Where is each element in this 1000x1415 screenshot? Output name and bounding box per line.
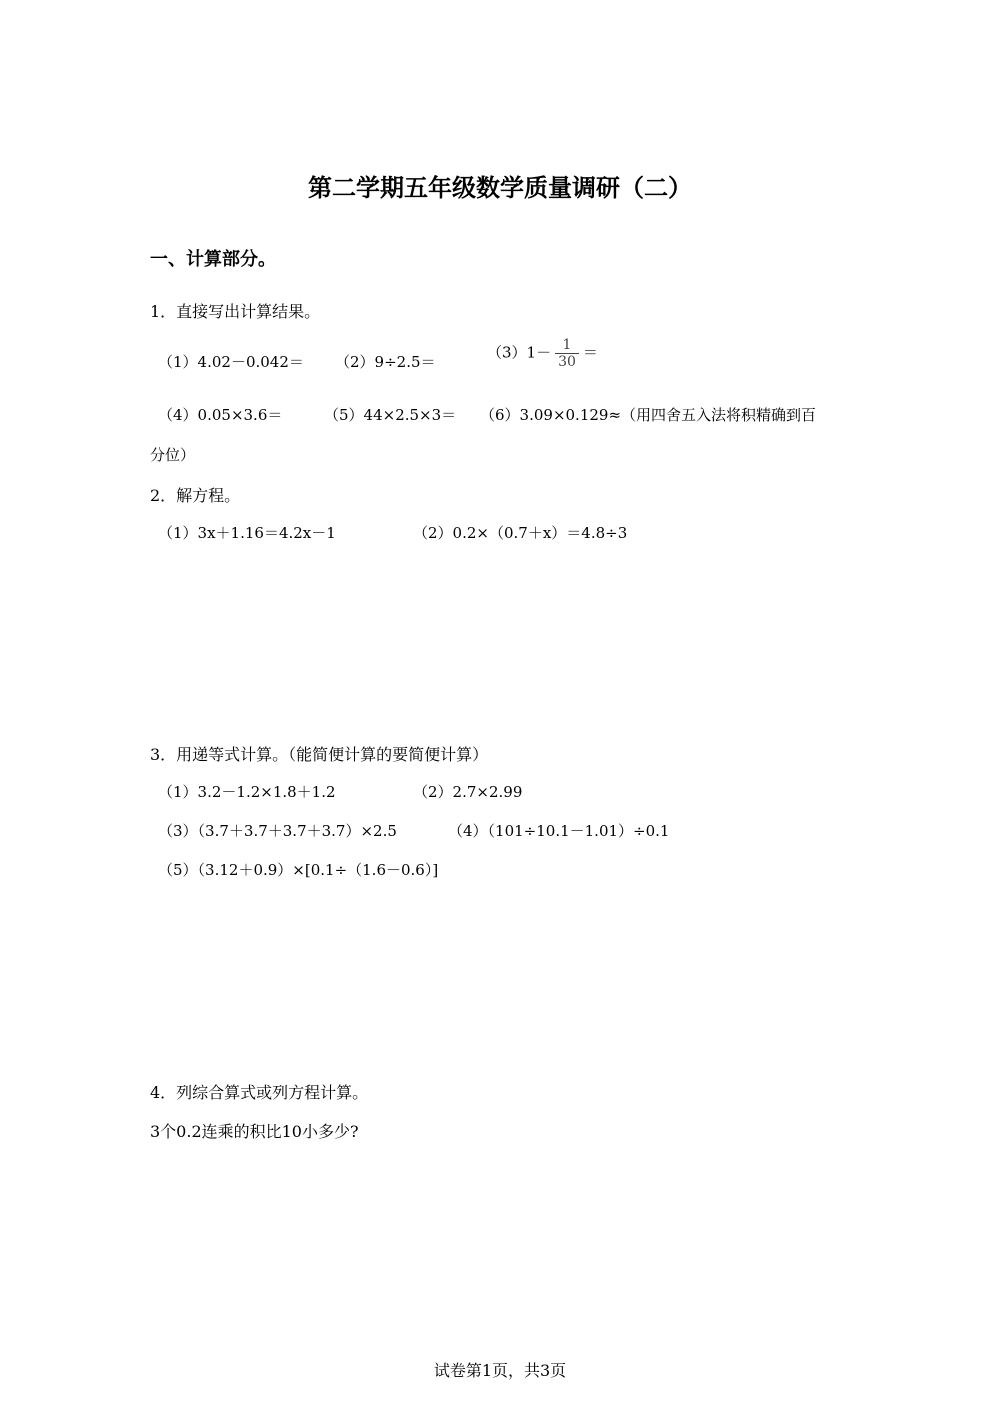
q1-item-4: （4）0.05×3.6＝ xyxy=(158,406,283,424)
q1-item-1: （1）4.02－0.042＝ xyxy=(158,353,304,371)
q1-item-6-continuation: 分位） xyxy=(150,446,196,464)
page-footer: 试卷第1页，共3页 xyxy=(433,1361,567,1380)
question-4-label: 4．列综合算式或列方程计算。 xyxy=(150,1083,369,1102)
question-2-label: 2．解方程。 xyxy=(150,486,241,505)
fraction xyxy=(555,337,579,370)
q3-item-3: （3）（3.7＋3.7＋3.7＋3.7）×2.5 xyxy=(158,822,397,840)
q1-item-5: （5）44×2.5×3＝ xyxy=(324,406,457,424)
q3-item-2: （2）2.7×2.99 xyxy=(413,783,523,801)
q3-item-1: （1）3.2－1.2×1.8＋1.2 xyxy=(158,783,336,801)
question-4-text: 3个0.2连乘的积比10小多少? xyxy=(150,1122,359,1141)
q1-item-3-suffix: ＝ xyxy=(582,343,598,362)
q1-item-3-prefix: （3）1－ xyxy=(487,343,552,362)
q3-item-5: （5）（3.12＋0.9）×[0.1÷（1.6－0.6）] xyxy=(158,861,439,879)
question-1-label: 1．直接写出计算结果。 xyxy=(150,302,321,321)
q1-item-3 xyxy=(487,337,598,370)
page-title: 第二学期五年级数学质量调研（二） xyxy=(308,174,692,202)
question-3-label: 3．用递等式计算。（能简便计算的要简便计算） xyxy=(150,745,489,764)
section-heading: 一、计算部分。 xyxy=(150,249,276,270)
fraction-numerator: 1 xyxy=(562,337,572,353)
q1-item-2: （2）9÷2.5＝ xyxy=(335,353,436,371)
q2-item-1: （1）3x＋1.16＝4.2x－1 xyxy=(158,524,336,542)
q3-item-4: （4）（101÷10.1－1.01）÷0.1 xyxy=(448,822,670,840)
q1-item-6: （6）3.09×0.129≈（用四舍五入法将积精确到百 xyxy=(480,406,817,424)
fraction-denominator: 30 xyxy=(558,354,576,371)
q2-item-2: （2）0.2×（0.7＋x）＝4.8÷3 xyxy=(413,524,628,542)
